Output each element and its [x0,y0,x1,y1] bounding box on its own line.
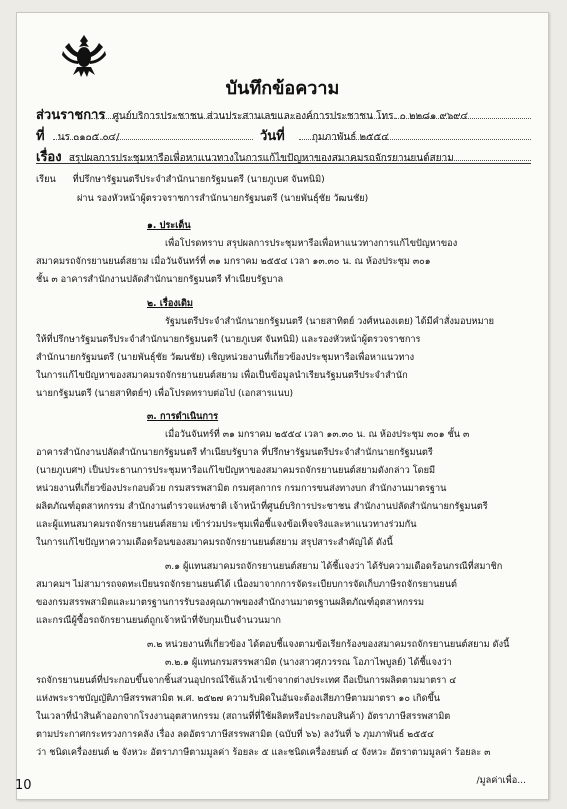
section-3-1-line: สมาคมฯ ไม่สามารถจดทะเบียนรถจักรยานยนต์ได้ เนื่องมาจากการจัดระเบียบการจัดเก็บภาษีรถจักรยานยนต์ [36,579,458,590]
ref-value: นร ๐๑๐๕.๐๔/ [57,132,120,143]
subject-dotted-line [71,160,531,161]
section-3-2-line: แห่งพระราชบัญญัติภาษีสรรพสามิต พ.ศ. ๒๕๒๗ ความรับผิดในอันจะต้องเสียภาษีตามมาตรา ๑๐ เกิดขึ้น [36,693,441,704]
to-value: ที่ปรึกษารัฐมนตรีประจำสำนักนายกรัฐมนตรี (นายภูเบศ จันทนิมิ) [72,174,325,185]
to-label: เรียน [36,174,56,185]
agency-value: ศูนย์บริการประชาชน ส่วนประสานเลขและองค์การประชาชน โทร. ๐ ๒๒๘๑ ๙๖๙๔ [112,111,469,122]
continuation-note: /มูลค่าเพื่อ... [476,775,526,786]
section-3-2-line: ว่า ชนิดเครื่องยนต์ ๒ จังหวะ อัตราภาษีตามมูลค่า ร้อยละ ๕ และชนิดเครื่องยนต์ ๔ จังหวะ อัตราตามมูลค่า ร้อยละ ๓ [36,747,491,758]
date-value: กุมภาพันธ์ ๒๕๕๔ [311,132,389,143]
section-2-line: สำนักนายกรัฐมนตรี (นายพันธุ์ชัย วัฒนชัย) เชิญหน่วยงานที่เกี่ยวข้องประชุมหารือเพื่อหาแนวทาง [36,352,415,363]
section-3-line: (นายภูเบศฯ) เป็นประธานการประชุมหารือแก้ไขปัญหาของสมาคมรถจักรยานยนต์สยามดังกล่าว โดยมี [36,465,436,476]
date-dotted-line [299,139,531,140]
memo-page [16,12,549,800]
section-2-heading: ๒. เรื่องเดิม [147,298,193,309]
section-3-line: ในการแก้ไขปัญหาความเดือดร้อนของสมาคมรถจักรยานยนต์สยาม สรุปสาระสำคัญได้ ดังนี้ [36,537,393,548]
agency-dotted-line [91,118,531,119]
section-3-line: หน่วยงานที่เกี่ยวข้องประกอบด้วย กรมสรรพสามิต กรมศุลกากร กรมการขนส่งทางบก สำนักงานมาตรฐาน [36,483,447,494]
section-1-heading: ๑. ประเด็น [147,220,191,231]
section-2-line: รัฐมนตรีประจำสำนักนายกรัฐมนตรี (นายสาทิตย์ วงศ์หนองเตย) ได้มีคำสั่งมอบหมาย [165,316,495,327]
section-3-line: อาคารสำนักงานปลัดสำนักนายกรัฐมนตรี ทำเนียบรัฐบาล ที่ปรึกษารัฐมนตรีประจำสำนักนายกรัฐมนตรี [36,447,433,458]
date-label: วันที่ [260,129,285,144]
section-3-1-line: ๓.๑ ผู้แทนสมาคมรถจักรยานยนต์สยาม ได้ชี้แจงว่า ได้รับความเดือดร้อนกรณีที่สมาชิก [165,561,503,572]
section-3-line: และผู้แทนสมาคมรถจักรยานยนต์สยาม เข้าร่วมประชุมเพื่อชี้แจงข้อเท็จจริงและหาแนวทางร่วมกัน [36,519,417,530]
memo-title: บันทึกข้อความ [225,78,340,99]
ref-dotted-line [53,139,253,140]
section-2-line: นายกรัฐมนตรี (นายสาทิตย์ฯ) เพื่อโปรดทราบต่อไป (เอกสารแนบ) [36,388,294,399]
section-1-line: เพื่อโปรดทราบ สรุปผลการประชุมหารือเพื่อหาแนวทางการแก้ไขปัญหาของ [165,238,458,249]
ref-row [36,125,120,146]
section-3-2-line: รถจักรยานยนต์ที่ประกอบขึ้นจากชิ้นส่วนอุปกรณ์ใช้แล้วนำเข้าจากต่างประเทศ ถือเป็นการผลิตตามมาตรา ๔ [36,675,457,686]
subject-label: เรื่อง [36,150,62,165]
section-2-line: ในการแก้ไขปัญหาของสมาคมรถจักรยานยนต์สยาม เพื่อเป็นข้อมูลนำเรียนรัฐมนตรีประจำสำนัก [36,370,408,381]
date-row [260,125,389,146]
section-3-heading: ๓. การดำเนินการ [147,411,219,422]
section-3-line: เมื่อวันจันทร์ที่ ๓๑ มกราคม ๒๕๕๔ เวลา ๑๓.๓๐ น. ณ ห้องประชุม ๓๐๑ ชั้น ๓ [165,429,470,440]
agency-label: ส่วนราชการ [36,108,106,123]
header-rule [36,163,531,164]
section-3-2-line: ในเวลาที่นำสินค้าออกจากโรงงานอุตสาหกรรม (สถานที่ที่ใช้ผลิตหรือประกอบสินค้า) อัตราภาษีสรรพสามิต [36,711,451,722]
agency-row [36,104,468,125]
section-3-1-line: ของกรมสรรพสามิตและมาตรฐานการรับรองคุณภาพของสำนักงานมาตรฐานผลิตภัณฑ์อุตสาหกรรม [36,597,425,608]
section-1-line: ชั้น ๓ อาคารสำนักงานปลัดสำนักนายกรัฐมนตรี ทำเนียบรัฐบาล [36,274,284,285]
section-2-line: ให้ที่ปรึกษารัฐมนตรีประจำสำนักนายกรัฐมนตรี (นายภูเบศ จันทนิมิ) และรองหัวหน้าผู้ตรวจราชการ [36,334,421,345]
to-row [36,174,325,185]
via-line: ผ่าน รองหัวหน้าผู้ตรวจราชการสำนักนายกรัฐมนตรี (นายพันธุ์ชัย วัฒนชัย) [77,193,369,204]
subject-value: สรุปผลการประชุมหารือเพื่อหาแนวทางในการแก้ไขปัญหาของสมาคมรถจักรยานยนต์สยาม [68,153,454,164]
section-3-2-line: ๓.๒ หน่วยงานที่เกี่ยวข้อง ได้ตอบชี้แจงตามข้อเรียกร้องของสมาคมรถจักรยานยนต์สยาม ดังนี้ [147,639,510,650]
section-3-line: ผลิตภัณฑ์อุตสาหกรรม สำนักงานตำรวจแห่งชาติ เจ้าหน้าที่ศูนย์บริการประชาชน สำนักงานปลัดสำนักนายกรัฐมนตรี [36,501,488,512]
section-1-line: สมาคมรถจักรยานยนต์สยาม เมื่อวันจันทร์ที่ ๓๑ มกราคม ๒๕๕๔ เวลา ๑๓.๓๐ น. ณ ห้องประชุม ๓๐๑ [36,256,431,267]
ref-label: ที่ [36,129,45,144]
page-number: 10 [15,778,32,793]
section-3-2-line: ตามประกาศกระทรวงการคลัง เรื่อง ลดอัตราภาษีสรรพสามิต (ฉบับที่ ๖๖) ลงวันที่ ๖ ภุมภาพันธ์ ๒๕๕๔ [36,729,435,740]
section-3-1-line: และกรณีผู้ซื้อรถจักรยานยนต์ถูกเจ้าหน้าที่จับกุมเป็นจำนวนมาก [36,615,281,626]
section-3-2-line: ๓.๒.๑ ผู้แทนกรมสรรพสามิต (นางสาวศุภวรรณ โอภาไพบูลย์) ได้ชี้แจงว่า [165,657,452,668]
